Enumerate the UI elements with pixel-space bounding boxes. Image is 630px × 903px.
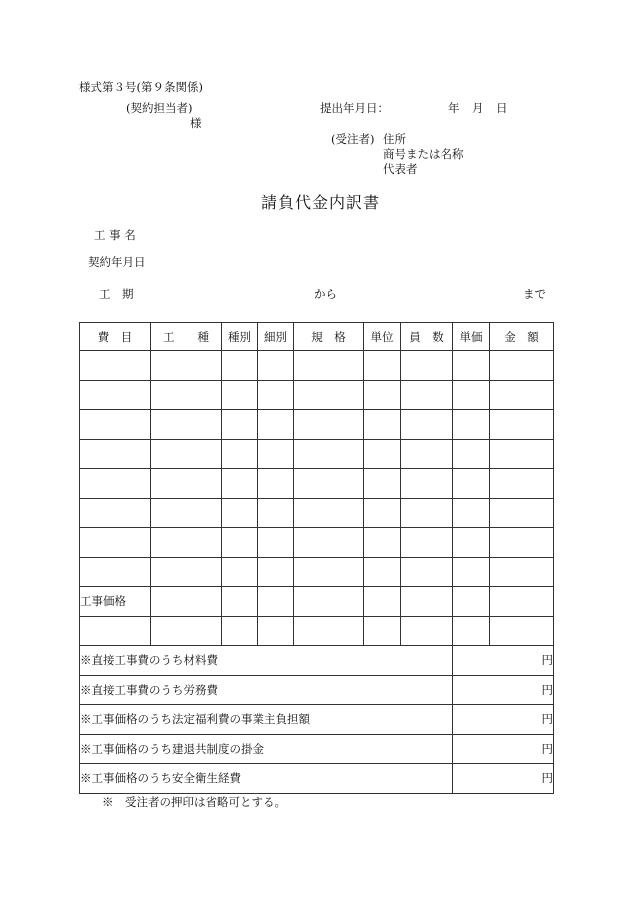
form-number: 様式第３号(第９条関係) — [79, 80, 203, 94]
representative-label: 代表者 — [383, 162, 418, 176]
header-specification: 規 格 — [294, 323, 364, 351]
yen-unit: 円 — [453, 675, 554, 705]
period-until-label: まで — [523, 287, 546, 301]
address-label: 住所 — [383, 132, 406, 146]
year-label: 年 — [448, 101, 460, 115]
footnote: ※ 受注者の押印は省略可とする。 — [102, 795, 286, 809]
table-row — [80, 351, 554, 381]
construction-name-label: 工 事 名 — [94, 228, 136, 242]
yen-unit: 円 — [453, 705, 554, 735]
header-quantity: 員 数 — [401, 323, 453, 351]
table-header-row — [80, 323, 554, 351]
header-work-type: 工 種 — [151, 323, 222, 351]
table-row — [80, 380, 554, 410]
period-from-label: から — [314, 287, 337, 301]
header-unit-price: 単価 — [453, 323, 490, 351]
note-labor-cost: ※直接工事費のうち労務費 — [80, 675, 453, 705]
contract-officer-label: (契約担当者) — [126, 101, 193, 115]
header-unit: 単位 — [364, 323, 401, 351]
table-row — [80, 410, 554, 440]
period-label: 工 期 — [99, 287, 134, 301]
month-label: 月 — [472, 101, 484, 115]
header-category: 種別 — [222, 323, 258, 351]
table-row — [80, 557, 554, 587]
company-name-label: 商号または名称 — [383, 147, 464, 161]
header-cost-item: 費 目 — [80, 323, 151, 351]
yen-unit: 円 — [453, 646, 554, 676]
note-safety-health-cost: ※工事価格のうち安全衛生経費 — [80, 764, 453, 794]
table-row — [80, 439, 554, 469]
yen-unit: 円 — [453, 734, 554, 764]
note-row — [80, 705, 554, 735]
contractor-label: (受注者) — [331, 132, 375, 146]
note-row — [80, 734, 554, 764]
note-row — [80, 675, 554, 705]
contract-date-label: 契約年月日 — [88, 255, 146, 269]
document-title: 請負代金内訳書 — [261, 193, 381, 212]
construction-price-label: 工事価格 — [80, 587, 151, 617]
table-row — [80, 498, 554, 528]
note-material-cost: ※直接工事費のうち材料費 — [80, 646, 453, 676]
note-row — [80, 764, 554, 794]
note-retirement-mutual-aid: ※工事価格のうち建退共制度の掛金 — [80, 734, 453, 764]
table-row — [80, 616, 554, 646]
day-label: 日 — [496, 101, 508, 115]
honorific-sama: 様 — [190, 116, 202, 130]
note-row — [80, 646, 554, 676]
breakdown-table — [79, 322, 554, 794]
table-row — [80, 528, 554, 558]
table-row — [80, 469, 554, 499]
header-subcategory: 細別 — [258, 323, 294, 351]
yen-unit: 円 — [453, 764, 554, 794]
header-amount: 金 額 — [490, 323, 554, 351]
note-legal-welfare-cost: ※工事価格のうち法定福利費の事業主負担額 — [80, 705, 453, 735]
submission-date-label: 提出年月日： — [320, 101, 389, 115]
construction-price-row — [80, 587, 554, 617]
